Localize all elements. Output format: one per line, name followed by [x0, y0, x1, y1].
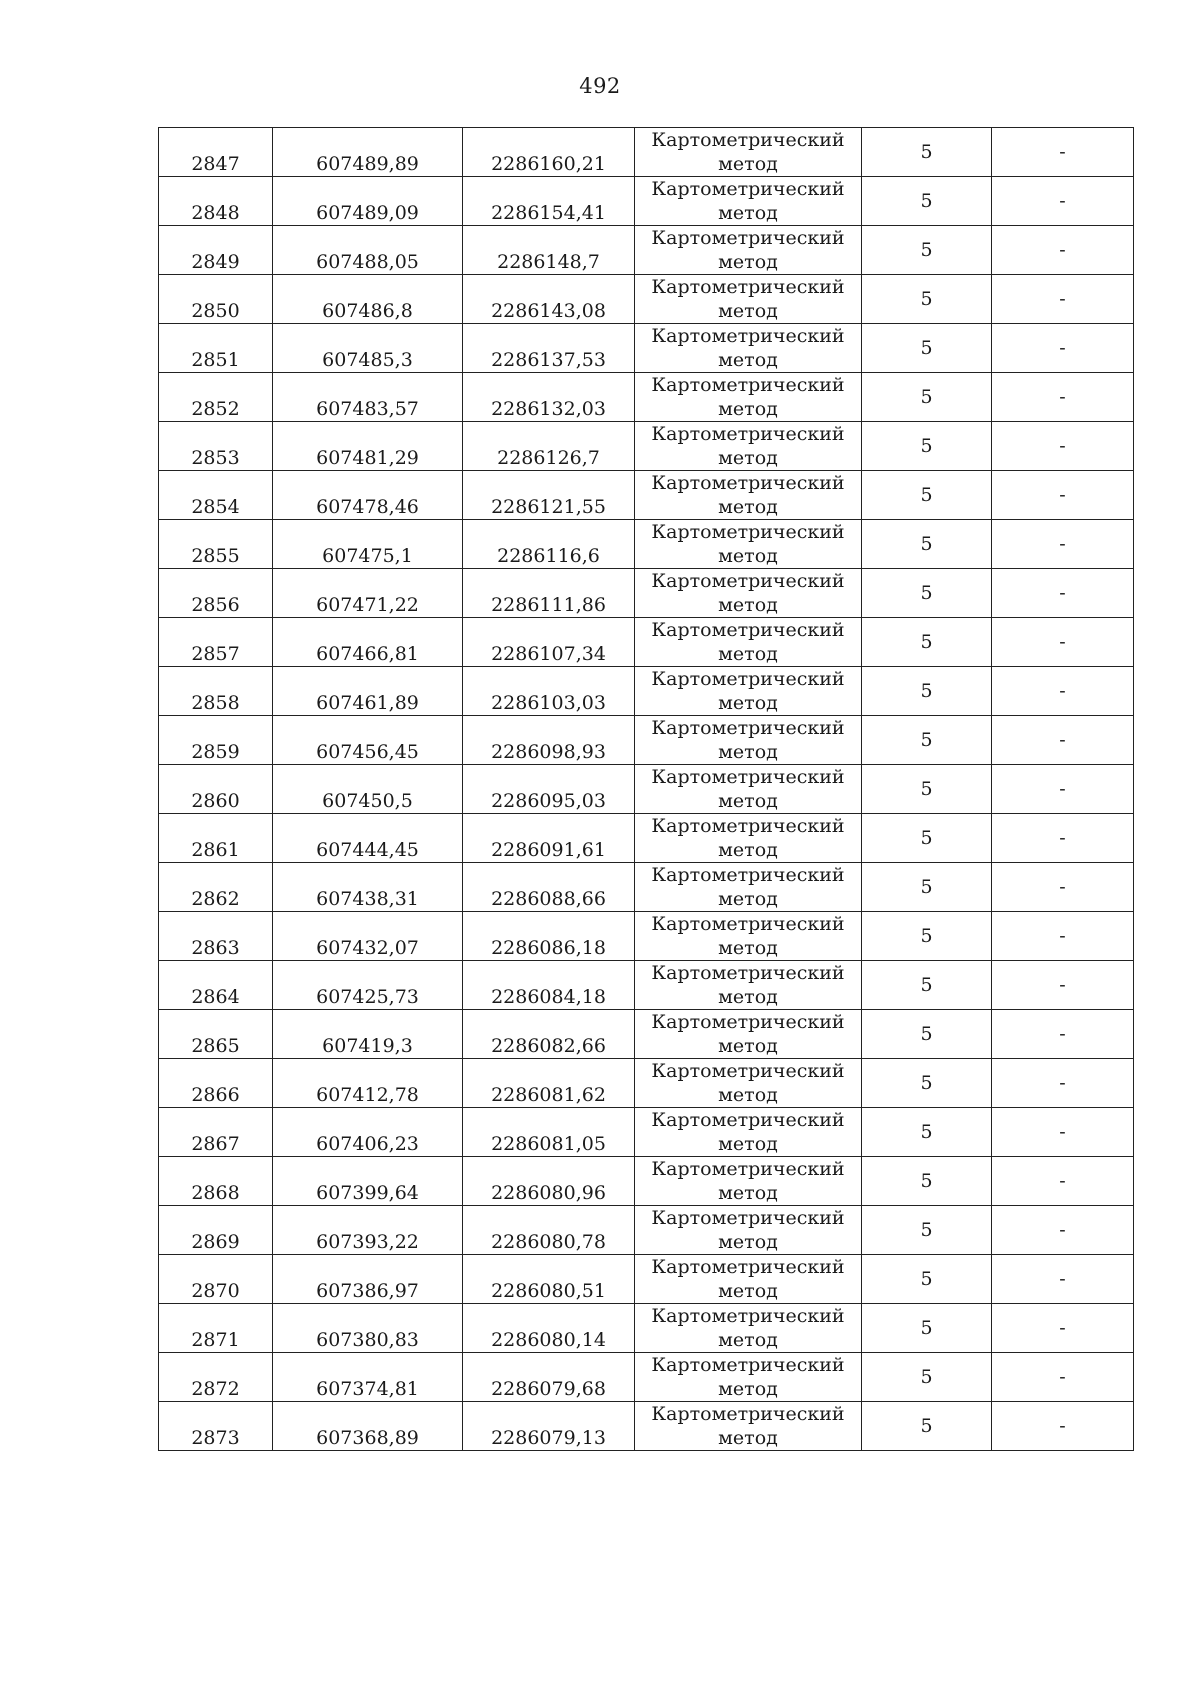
point-number-cell: 2872 — [159, 1353, 273, 1402]
y-coordinate-cell: 2286082,66 — [463, 1010, 635, 1059]
x-coordinate-cell: 607471,22 — [273, 569, 463, 618]
method-line-2: метод — [718, 1427, 778, 1449]
method-line-1: Картометрический — [651, 570, 845, 592]
method-line-1: Картометрический — [651, 766, 845, 788]
x-coordinate-cell: 607425,73 — [273, 961, 463, 1010]
point-number-cell: 2870 — [159, 1255, 273, 1304]
note-cell: - — [992, 1157, 1134, 1206]
method-line-1: Картометрический — [651, 423, 845, 445]
table-row — [159, 177, 1134, 226]
method-line-1: Картометрический — [651, 227, 845, 249]
accuracy-cell: 5 — [862, 667, 992, 716]
method-cell — [635, 961, 862, 1010]
accuracy-cell: 5 — [862, 1059, 992, 1108]
point-number-cell: 2851 — [159, 324, 273, 373]
x-coordinate-cell: 607419,3 — [273, 1010, 463, 1059]
point-number-cell: 2869 — [159, 1206, 273, 1255]
y-coordinate-cell: 2286126,7 — [463, 422, 635, 471]
accuracy-cell: 5 — [862, 422, 992, 471]
x-coordinate-cell: 607438,31 — [273, 863, 463, 912]
method-line-2: метод — [718, 986, 778, 1008]
method-line-1: Картометрический — [651, 276, 845, 298]
method-line-2: метод — [718, 888, 778, 910]
table-row — [159, 373, 1134, 422]
y-coordinate-cell: 2286079,13 — [463, 1402, 635, 1451]
x-coordinate-cell: 607466,81 — [273, 618, 463, 667]
note-cell: - — [992, 765, 1134, 814]
page-number: 492 — [579, 74, 621, 98]
method-cell — [635, 422, 862, 471]
method-cell — [635, 177, 862, 226]
x-coordinate-cell: 607380,83 — [273, 1304, 463, 1353]
point-number-cell: 2860 — [159, 765, 273, 814]
method-line-2: метод — [718, 1182, 778, 1204]
method-cell — [635, 1010, 862, 1059]
point-number-cell: 2850 — [159, 275, 273, 324]
point-number-cell: 2871 — [159, 1304, 273, 1353]
point-number-cell: 2848 — [159, 177, 273, 226]
method-cell — [635, 373, 862, 422]
accuracy-cell: 5 — [862, 618, 992, 667]
point-number-cell: 2855 — [159, 520, 273, 569]
point-number-cell: 2859 — [159, 716, 273, 765]
method-cell — [635, 716, 862, 765]
accuracy-cell: 5 — [862, 1304, 992, 1353]
method-line-2: метод — [718, 594, 778, 616]
method-line-1: Картометрический — [651, 864, 845, 886]
note-cell: - — [992, 1010, 1134, 1059]
y-coordinate-cell: 2286088,66 — [463, 863, 635, 912]
point-number-cell: 2867 — [159, 1108, 273, 1157]
method-line-1: Картометрический — [651, 913, 845, 935]
table-row — [159, 422, 1134, 471]
note-cell: - — [992, 275, 1134, 324]
table-row — [159, 569, 1134, 618]
y-coordinate-cell: 2286081,62 — [463, 1059, 635, 1108]
table-body — [159, 128, 1134, 1451]
method-line-1: Картометрический — [651, 178, 845, 200]
method-line-1: Картометрический — [651, 1403, 845, 1425]
note-cell: - — [992, 912, 1134, 961]
method-cell — [635, 324, 862, 373]
x-coordinate-cell: 607412,78 — [273, 1059, 463, 1108]
method-line-2: метод — [718, 1084, 778, 1106]
method-line-2: метод — [718, 741, 778, 763]
y-coordinate-cell: 2286111,86 — [463, 569, 635, 618]
method-line-2: метод — [718, 937, 778, 959]
coordinates-table — [158, 127, 1134, 1451]
note-cell: - — [992, 618, 1134, 667]
point-number-cell: 2866 — [159, 1059, 273, 1108]
method-line-2: метод — [718, 496, 778, 518]
table-row — [159, 520, 1134, 569]
note-cell: - — [992, 716, 1134, 765]
accuracy-cell: 5 — [862, 1402, 992, 1451]
table-row — [159, 1353, 1134, 1402]
x-coordinate-cell: 607488,05 — [273, 226, 463, 275]
y-coordinate-cell: 2286107,34 — [463, 618, 635, 667]
method-line-2: метод — [718, 398, 778, 420]
method-line-2: метод — [718, 1329, 778, 1351]
method-cell — [635, 1304, 862, 1353]
point-number-cell: 2854 — [159, 471, 273, 520]
method-line-1: Картометрический — [651, 717, 845, 739]
x-coordinate-cell: 607485,3 — [273, 324, 463, 373]
note-cell: - — [992, 667, 1134, 716]
accuracy-cell: 5 — [862, 1157, 992, 1206]
x-coordinate-cell: 607368,89 — [273, 1402, 463, 1451]
method-line-1: Картометрический — [651, 1207, 845, 1229]
point-number-cell: 2865 — [159, 1010, 273, 1059]
table-row — [159, 471, 1134, 520]
method-cell — [635, 814, 862, 863]
y-coordinate-cell: 2286137,53 — [463, 324, 635, 373]
table-row — [159, 1402, 1134, 1451]
point-number-cell: 2868 — [159, 1157, 273, 1206]
y-coordinate-cell: 2286080,78 — [463, 1206, 635, 1255]
method-cell — [635, 765, 862, 814]
method-line-1: Картометрический — [651, 472, 845, 494]
method-cell — [635, 1157, 862, 1206]
table-row — [159, 765, 1134, 814]
x-coordinate-cell: 607483,57 — [273, 373, 463, 422]
accuracy-cell: 5 — [862, 716, 992, 765]
x-coordinate-cell: 607450,5 — [273, 765, 463, 814]
method-line-1: Картометрический — [651, 374, 845, 396]
method-line-1: Картометрический — [651, 1060, 845, 1082]
y-coordinate-cell: 2286116,6 — [463, 520, 635, 569]
x-coordinate-cell: 607432,07 — [273, 912, 463, 961]
accuracy-cell: 5 — [862, 226, 992, 275]
method-line-2: метод — [718, 300, 778, 322]
method-cell — [635, 128, 862, 177]
accuracy-cell: 5 — [862, 765, 992, 814]
method-line-1: Картометрический — [651, 1158, 845, 1180]
table-row — [159, 1304, 1134, 1353]
table-row — [159, 1059, 1134, 1108]
note-cell: - — [992, 128, 1134, 177]
point-number-cell: 2873 — [159, 1402, 273, 1451]
x-coordinate-cell: 607481,29 — [273, 422, 463, 471]
method-cell — [635, 226, 862, 275]
method-line-2: метод — [718, 1133, 778, 1155]
note-cell: - — [992, 226, 1134, 275]
accuracy-cell: 5 — [862, 569, 992, 618]
note-cell: - — [992, 1206, 1134, 1255]
note-cell: - — [992, 569, 1134, 618]
accuracy-cell: 5 — [862, 520, 992, 569]
y-coordinate-cell: 2286080,51 — [463, 1255, 635, 1304]
y-coordinate-cell: 2286148,7 — [463, 226, 635, 275]
y-coordinate-cell: 2286084,18 — [463, 961, 635, 1010]
method-cell — [635, 1255, 862, 1304]
x-coordinate-cell: 607386,97 — [273, 1255, 463, 1304]
point-number-cell: 2857 — [159, 618, 273, 667]
point-number-cell: 2858 — [159, 667, 273, 716]
x-coordinate-cell: 607444,45 — [273, 814, 463, 863]
method-cell — [635, 1402, 862, 1451]
table-row — [159, 275, 1134, 324]
accuracy-cell: 5 — [862, 1255, 992, 1304]
y-coordinate-cell: 2286098,93 — [463, 716, 635, 765]
x-coordinate-cell: 607406,23 — [273, 1108, 463, 1157]
accuracy-cell: 5 — [862, 1353, 992, 1402]
table-row — [159, 814, 1134, 863]
method-line-2: метод — [718, 447, 778, 469]
x-coordinate-cell: 607374,81 — [273, 1353, 463, 1402]
table-row — [159, 1010, 1134, 1059]
table-row — [159, 863, 1134, 912]
method-cell — [635, 471, 862, 520]
accuracy-cell: 5 — [862, 1108, 992, 1157]
accuracy-cell: 5 — [862, 912, 992, 961]
method-line-2: метод — [718, 202, 778, 224]
note-cell: - — [992, 177, 1134, 226]
method-line-1: Картометрический — [651, 962, 845, 984]
method-cell — [635, 1108, 862, 1157]
method-cell — [635, 1206, 862, 1255]
method-cell — [635, 1353, 862, 1402]
x-coordinate-cell: 607461,89 — [273, 667, 463, 716]
point-number-cell: 2849 — [159, 226, 273, 275]
note-cell: - — [992, 471, 1134, 520]
accuracy-cell: 5 — [862, 275, 992, 324]
note-cell: - — [992, 1059, 1134, 1108]
method-line-2: метод — [718, 1035, 778, 1057]
method-line-1: Картометрический — [651, 668, 845, 690]
method-line-2: метод — [718, 1280, 778, 1302]
accuracy-cell: 5 — [862, 177, 992, 226]
accuracy-cell: 5 — [862, 1206, 992, 1255]
method-cell — [635, 618, 862, 667]
method-line-2: метод — [718, 790, 778, 812]
method-line-1: Картометрический — [651, 1256, 845, 1278]
table-row — [159, 667, 1134, 716]
y-coordinate-cell: 2286081,05 — [463, 1108, 635, 1157]
table-row — [159, 1108, 1134, 1157]
note-cell: - — [992, 1108, 1134, 1157]
y-coordinate-cell: 2286080,14 — [463, 1304, 635, 1353]
table-row — [159, 324, 1134, 373]
method-line-2: метод — [718, 1231, 778, 1253]
note-cell: - — [992, 961, 1134, 1010]
table-row — [159, 1157, 1134, 1206]
method-cell — [635, 912, 862, 961]
note-cell: - — [992, 1402, 1134, 1451]
method-line-2: метод — [718, 251, 778, 273]
y-coordinate-cell: 2286079,68 — [463, 1353, 635, 1402]
method-line-2: метод — [718, 545, 778, 567]
method-line-2: метод — [718, 349, 778, 371]
method-line-2: метод — [718, 643, 778, 665]
accuracy-cell: 5 — [862, 373, 992, 422]
y-coordinate-cell: 2286086,18 — [463, 912, 635, 961]
x-coordinate-cell: 607399,64 — [273, 1157, 463, 1206]
point-number-cell: 2863 — [159, 912, 273, 961]
note-cell: - — [992, 1304, 1134, 1353]
x-coordinate-cell: 607478,46 — [273, 471, 463, 520]
method-line-1: Картометрический — [651, 1305, 845, 1327]
x-coordinate-cell: 607393,22 — [273, 1206, 463, 1255]
x-coordinate-cell: 607489,89 — [273, 128, 463, 177]
method-cell — [635, 275, 862, 324]
method-cell — [635, 569, 862, 618]
method-line-1: Картометрический — [651, 129, 845, 151]
table-row — [159, 1206, 1134, 1255]
accuracy-cell: 5 — [862, 961, 992, 1010]
point-number-cell: 2861 — [159, 814, 273, 863]
point-number-cell: 2847 — [159, 128, 273, 177]
x-coordinate-cell: 607489,09 — [273, 177, 463, 226]
accuracy-cell: 5 — [862, 814, 992, 863]
point-number-cell: 2856 — [159, 569, 273, 618]
accuracy-cell: 5 — [862, 128, 992, 177]
note-cell: - — [992, 814, 1134, 863]
y-coordinate-cell: 2286154,41 — [463, 177, 635, 226]
y-coordinate-cell: 2286160,21 — [463, 128, 635, 177]
x-coordinate-cell: 607475,1 — [273, 520, 463, 569]
y-coordinate-cell: 2286103,03 — [463, 667, 635, 716]
point-number-cell: 2864 — [159, 961, 273, 1010]
table-row — [159, 1255, 1134, 1304]
method-line-1: Картометрический — [651, 521, 845, 543]
x-coordinate-cell: 607456,45 — [273, 716, 463, 765]
point-number-cell: 2862 — [159, 863, 273, 912]
method-line-1: Картометрический — [651, 325, 845, 347]
table-row — [159, 226, 1134, 275]
method-line-1: Картометрический — [651, 815, 845, 837]
table-row — [159, 912, 1134, 961]
note-cell: - — [992, 863, 1134, 912]
y-coordinate-cell: 2286143,08 — [463, 275, 635, 324]
table-row — [159, 716, 1134, 765]
table-row — [159, 961, 1134, 1010]
method-cell — [635, 520, 862, 569]
method-cell — [635, 1059, 862, 1108]
y-coordinate-cell: 2286080,96 — [463, 1157, 635, 1206]
method-line-1: Картометрический — [651, 1109, 845, 1131]
accuracy-cell: 5 — [862, 324, 992, 373]
accuracy-cell: 5 — [862, 863, 992, 912]
y-coordinate-cell: 2286095,03 — [463, 765, 635, 814]
method-line-1: Картометрический — [651, 1011, 845, 1033]
table-row — [159, 618, 1134, 667]
y-coordinate-cell: 2286132,03 — [463, 373, 635, 422]
table-row — [159, 128, 1134, 177]
y-coordinate-cell: 2286121,55 — [463, 471, 635, 520]
method-line-2: метод — [718, 839, 778, 861]
y-coordinate-cell: 2286091,61 — [463, 814, 635, 863]
method-line-2: метод — [718, 692, 778, 714]
method-line-2: метод — [718, 153, 778, 175]
x-coordinate-cell: 607486,8 — [273, 275, 463, 324]
method-cell — [635, 667, 862, 716]
method-cell — [635, 863, 862, 912]
accuracy-cell: 5 — [862, 471, 992, 520]
method-line-1: Картометрический — [651, 619, 845, 641]
method-line-1: Картометрический — [651, 1354, 845, 1376]
point-number-cell: 2852 — [159, 373, 273, 422]
note-cell: - — [992, 1255, 1134, 1304]
point-number-cell: 2853 — [159, 422, 273, 471]
note-cell: - — [992, 373, 1134, 422]
note-cell: - — [992, 520, 1134, 569]
note-cell: - — [992, 422, 1134, 471]
accuracy-cell: 5 — [862, 1010, 992, 1059]
method-line-2: метод — [718, 1378, 778, 1400]
note-cell: - — [992, 1353, 1134, 1402]
note-cell: - — [992, 324, 1134, 373]
